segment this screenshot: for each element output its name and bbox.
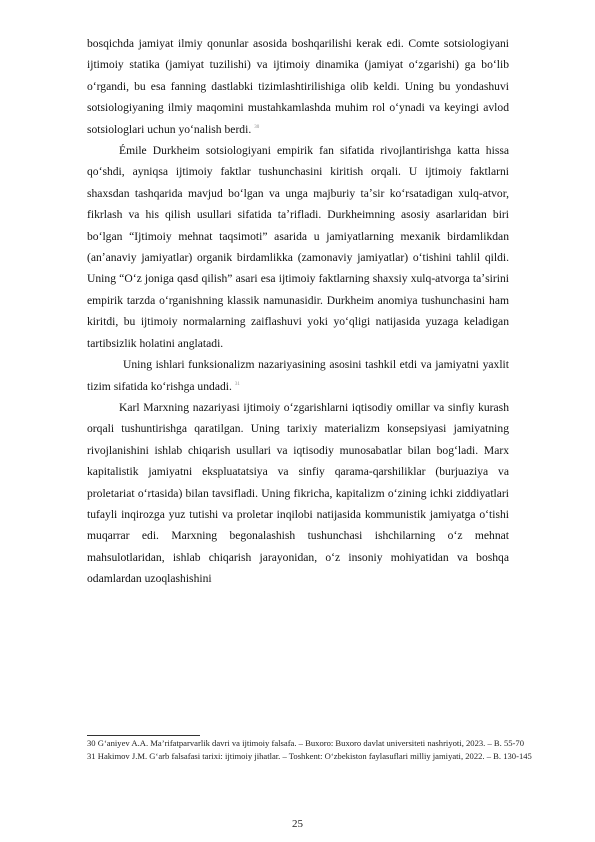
paragraph-text: Émile Durkheim sotsiologiyani empirik fan sifatida rivojlantirishga katta hissa qoʻshdi, ayniqsa ijtimoiy faktlar tushunchasini kiritish orqali. U ijtimoiy faktlarni shaxsdan tashqarida mavjud boʻlgan va unga majburiy taʼsir koʻrsatadigan xulq-atvor, fikrlash va his qilish usullari sifatida taʼrifladi. Durkheimning asosiy asarlaridan biri boʻlgan “Ijtimoiy mehnat taqsimoti” asarida u jamiyatlarning mexanik birdamlikdan (anʼanaviy jamiyatlar) organik birdamlikka (zamonaviy jamiyatlar) oʻtishini tahlil qildi. Uning “Oʻz joniga qasd qilish” asari esa ijtimoiy faktlarning shaxsiy xulq-atvorga taʼsirini empirik tarzda oʻrganishning klassik namunasidir. Durkheim anomiya tushunchasini ham kiritdi, bu ijtimoiy normalarning zaiflashuvi yoki yoʻqligi natijasida yuzaga keladigan tartibsizlik holatini anglatadi. <box>87 144 509 350</box>
footnotes-section <box>87 735 557 763</box>
paragraph-comte <box>87 33 509 140</box>
footnote-ref-31[interactable]: 31 <box>234 381 240 387</box>
body-text <box>87 33 509 590</box>
paragraph-text: bosqichda jamiyat ilmiy qonunlar asosida boshqarilishi kerak edi. Comte sotsiologiyani ijtimoiy statika (jamiyat tuzilishi) va ijtimoiy dinamika (jamiyat oʻzgarishi) ga boʻlib oʻrgandi, bu esa fanning dastlabki tizimlashtirilishiga olib keldi. Uning bu yondashuvi sotsiologiyaning ilmiy maqomini mustahkamlashda muhim rol oʻynadi va keyingi avlod sotsiologlari uchun yoʻnalish berdi. <box>87 37 509 136</box>
paragraph-marx <box>87 397 509 590</box>
footnote-ref-30[interactable]: 30 <box>254 124 260 130</box>
paragraph-durkheim <box>87 140 509 354</box>
paragraph-text: Uning ishlari funksionalizm nazariyasining asosini tashkil etdi va jamiyatni yaxlit tizim sifatida koʻrishga undadi. <box>87 358 509 393</box>
page-number: 25 <box>292 818 303 830</box>
footnote-30: 30 Gʻaniyev A.A. Maʼrifatparvarlik davri va ijtimoiy falsafa. – Buxoro: Buxoro davlat universiteti nashriyoti, 2023. – B. 55-70 <box>87 738 524 748</box>
footnote-divider <box>87 735 200 736</box>
paragraph-text: Karl Marxning nazariyasi ijtimoiy oʻzgarishlarni iqtisodiy omillar va sinfiy kurash orqali tushuntirishga qaratilgan. Uning tarixiy materializm konsepsiyasi jamiyatning rivojlanishini ishlab chiqarish usullari va iqtisodiy munosabatlar bilan bogʻladi. Marx kapitalistik jamiyatni ekspluatatsiya va sinfiy qarama-qarshiliklar (burjuaziya va proletariat oʻrtasida) bilan tavsifladi. Uning fikricha, kapitalizm oʻzining ichki ziddiyatlari tufayli inqirozga yuz tutishi va proletar inqilobi natijasida kommunistik jamiyatga oʻtishi muqarrar edi. Marxning begonalashish tushunchasi ishchilarning oʻz mehnat mahsulotlaridan, ishlab chiqarish jarayonidan, oʻz insoniy mohiyatidan va boshqa odamlardan uzoqlashishini <box>87 400 509 586</box>
paragraph-functionalism <box>87 354 509 397</box>
footnote-31: 31 Hakimov J.M. Gʻarb falsafasi tarixi: ijtimoiy jihatlar. – Toshkent: Oʻzbekiston faylasuflari milliy jamiyati, 2022. – B. 130-145 <box>87 751 532 761</box>
